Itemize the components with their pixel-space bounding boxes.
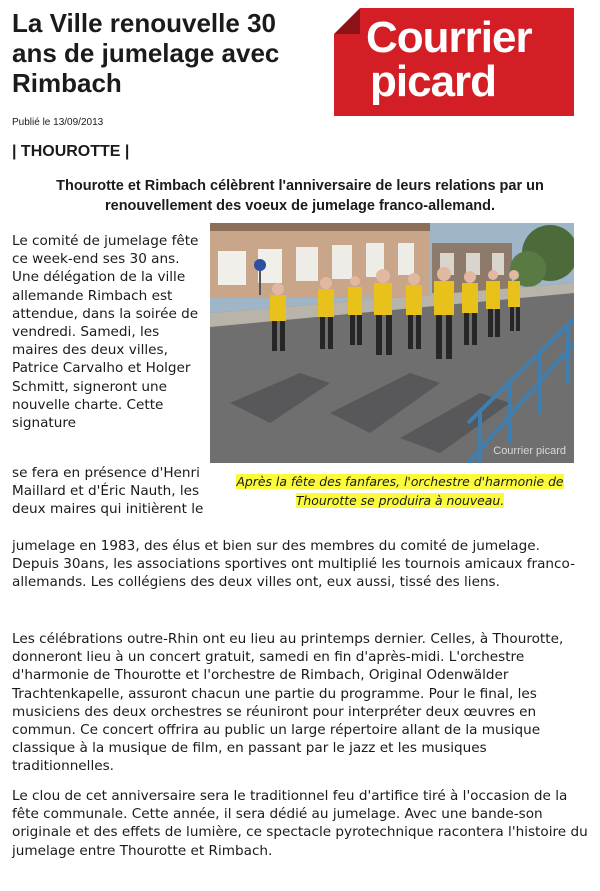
photo-caption-text: Après la fête des fanfares, l'orchestre d'harmonie de Thourotte se produira à nouveau. bbox=[236, 474, 564, 508]
body-paragraph-3: jumelage en 1983, des élus et bien sur des membres du comité de jumelage. Depuis 30ans, les associations sportives ont multiplié les tournois amicaux franco-allemands. Les collégiens des deux villes ont, eux aussi, tissé des liens. bbox=[12, 538, 575, 591]
logo-fold-corner bbox=[334, 8, 360, 34]
parade-photo-illustration bbox=[210, 223, 574, 463]
section-rubric[interactable]: | THOUROTTE | bbox=[12, 143, 130, 160]
article-lead: Thourotte et Rimbach célèbrent l'anniversaire de leurs relations par un renouvellement des voeux de jumelage franco-allemand. bbox=[56, 178, 544, 214]
body-paragraph-4: Les célébrations outre-Rhin ont eu lieu au printemps dernier. Celles, à Thourotte, donneront lieu à un concert gratuit, samedi en fin d'après-midi. L'orchestre d'harmonie de Thourotte et l'orchestre de Rimbach, Original Odenwälder Trachtenkapelle, assuront chacun une partie du programme. Pour le final, les musiciens des deux orchestres se réuniront pour interpréter deux œuvres en commun. Ce concert offrira au public un large répertoire allant de la musique classique à la musique de film, en passant par le jazz et les musiques traditionnelles. bbox=[12, 631, 564, 775]
logo-line-2: picard bbox=[370, 57, 497, 106]
logo-line-1: Courrier bbox=[366, 13, 532, 62]
body-paragraph-5: Le clou de cet anniversaire sera le traditionnel feu d'artifice tiré à l'occasion de la fête communale. Cette année, il sera dédié au jumelage. Avec une bande-son originale et des effets de lumière, ce spectacle pyrotechnique racontera l'histoire du jumelage entre Thourotte et Rimbach. bbox=[12, 788, 588, 859]
photo-watermark: Courrier picard bbox=[493, 445, 566, 457]
body-paragraph-2: se fera en présence d'Henri Maillard et d'Éric Nauth, les deux maires qui initièrent le bbox=[12, 465, 204, 518]
courrier-picard-logo[interactable] bbox=[334, 8, 574, 116]
body-paragraph-1: Le comité de jumelage fête ce week-end ses 30 ans. Une délégation de la ville allemande Rimbach est attendue, dans la soirée de vendredi. Samedi, les maires des deux villes, Patrice Carvalho et Holger Schmitt, signeront une nouvelle charte. Cette signature bbox=[12, 233, 199, 432]
photo-caption bbox=[210, 472, 590, 510]
article-title: La Ville renouvelle 30 ans de jumelage avec Rimbach bbox=[12, 8, 280, 98]
article-photo bbox=[210, 223, 574, 463]
publication-date: Publié le 13/09/2013 bbox=[12, 117, 104, 128]
